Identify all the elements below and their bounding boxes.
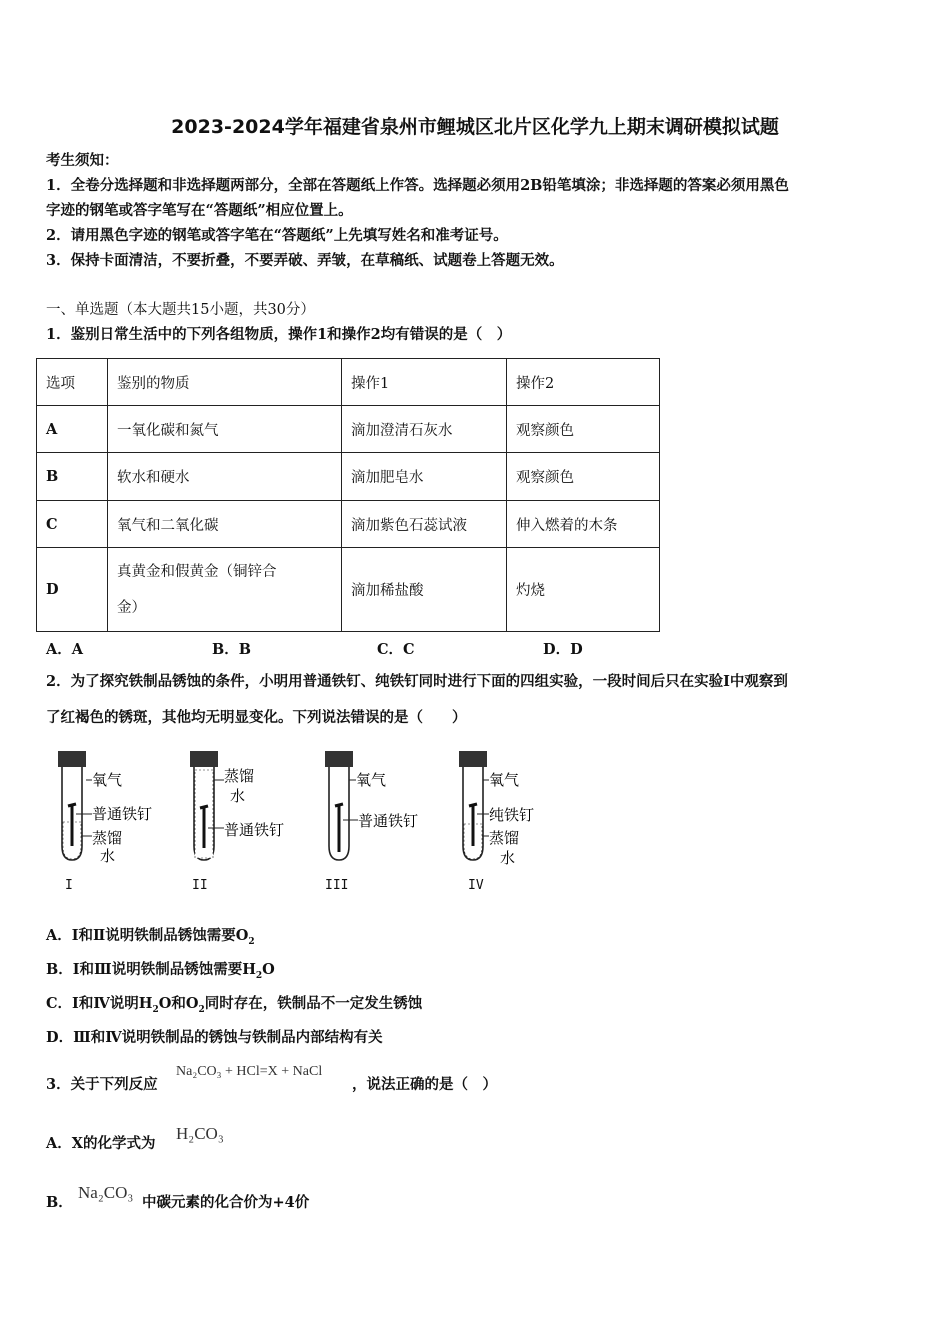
tube-label-4: IV: [468, 878, 484, 893]
q3-stem-prefix: 3．关于下列反应: [46, 1076, 158, 1093]
row-substance: [108, 548, 342, 632]
stopper: [190, 751, 218, 767]
q2-stem-line-1: 2．为了探究铁制品锈蚀的条件，小明用普通铁钉、纯铁钉同时进行下面的四组实验，一段时间后只在实验Ⅰ中观察到: [46, 673, 788, 690]
stopper: [58, 751, 86, 767]
q2-option-d[interactable]: D．Ⅲ和Ⅳ说明铁制品的锈蚀与铁制品内部结构有关: [46, 1029, 383, 1046]
q3-option-b-text: 中碳元素的化合价为+4价: [142, 1194, 310, 1211]
row-substance-line-1: 真黄金和假黄金（铜锌合: [117, 563, 277, 580]
nail-head: [335, 804, 343, 806]
test-tube-3: [325, 751, 418, 860]
q3-option-a-formula: H₂CO₃: [176, 1124, 224, 1143]
header-cell-option: 选项: [37, 359, 108, 406]
q1-choice-d[interactable]: D．D: [543, 641, 583, 658]
label-distilled: 蒸馏: [92, 829, 123, 847]
q2-stem-line-2: 了红褐色的锈斑，其他均无明显变化。下列说法错误的是（ ）: [46, 709, 467, 726]
q3-option-b-label[interactable]: B．: [46, 1194, 73, 1211]
row-op1: 滴加澄清石灰水: [342, 406, 507, 453]
header-cell-op1: 操作1: [342, 359, 507, 406]
row-substance: 软水和硬水: [108, 453, 342, 501]
row-substance: 一氧化碳和氮气: [108, 406, 342, 453]
label-pure-nail: 纯铁钉: [489, 806, 535, 824]
row-op1: 滴加紫色石蕊试液: [342, 501, 507, 548]
tube-label-3: III: [325, 878, 349, 893]
table-row: [37, 406, 660, 453]
nail-head: [68, 804, 76, 806]
label-ordinary-nail: 普通铁钉: [358, 812, 419, 830]
row-option: D: [37, 548, 108, 632]
q2-experiment-figure: [40, 748, 560, 898]
notice-item-1-line-1: 1．全卷分选择题和非选择题两部分，全部在答题纸上作答。选择题必须用2B铅笔填涂；非选择题的答案必须用黑色: [46, 177, 789, 194]
row-op1: 滴加稀盐酸: [342, 548, 507, 632]
row-option: C: [37, 501, 108, 548]
tube-label-1: I: [65, 878, 73, 893]
label-water: 水: [230, 787, 246, 805]
test-tube-2: [190, 751, 284, 860]
tube-label-2: II: [192, 878, 208, 893]
q1-table: [36, 358, 660, 632]
row-op1: 滴加肥皂水: [342, 453, 507, 501]
notice-item-1-line-2: 字迹的钢笔或答字笔写在“答题纸”相应位置上。: [46, 202, 353, 219]
q3-option-a[interactable]: A．X的化学式为: [46, 1135, 156, 1152]
q1-choice-b[interactable]: B．B: [212, 641, 252, 658]
label-ordinary-nail: 普通铁钉: [224, 821, 285, 839]
stopper: [325, 751, 353, 767]
label-distilled: 蒸馏: [489, 829, 520, 847]
nail-head: [200, 806, 208, 808]
label-oxygen: 氧气: [356, 771, 387, 789]
notice-item-3: 3．保持卡面清洁，不要折叠，不要弄破、弄皱，在草稿纸、试题卷上答题无效。: [46, 252, 564, 269]
table-row: [37, 453, 660, 501]
header-cell-op2: 操作2: [507, 359, 660, 406]
test-tube-4: [459, 751, 534, 867]
row-option: A: [37, 406, 108, 453]
page-title: 2023-2024学年福建省泉州市鲤城区北片区化学九上期末调研模拟试题: [171, 116, 779, 138]
row-substance: 氧气和二氧化碳: [108, 501, 342, 548]
label-ordinary-nail: 普通铁钉: [92, 805, 153, 823]
label-oxygen: 氧气: [489, 771, 520, 789]
label-water: 水: [100, 847, 116, 865]
nail-head: [469, 804, 477, 806]
label-water: 水: [500, 849, 516, 867]
q3-stem-suffix: ，说法正确的是（ ）: [352, 1076, 497, 1093]
table-header-row: [37, 359, 660, 406]
q3-equation: Na₂CO₃ + HCl=X + NaCl: [176, 1064, 323, 1079]
q1-choice-a[interactable]: A．A: [46, 641, 84, 658]
row-op2: 伸入燃着的木条: [507, 501, 660, 548]
q2-option-b[interactable]: B．Ⅰ和Ⅲ说明铁制品锈蚀需要$H_2O$: [46, 961, 275, 981]
table-row: [37, 501, 660, 548]
section-heading: 一、单选题（本大题共15小题，共30分）: [46, 302, 315, 318]
q2-option-a[interactable]: A．Ⅰ和Ⅱ说明铁制品锈蚀需要$O_2$: [46, 927, 255, 947]
row-op2: 观察颜色: [507, 406, 660, 453]
notice-item-2: 2．请用黑色字迹的钢笔或答字笔在“答题纸”上先填写姓名和准考证号。: [46, 227, 508, 244]
notice-heading: 考生须知：: [46, 152, 119, 169]
row-op2: 灼烧: [507, 548, 660, 632]
header-cell-substance: 鉴别的物质: [108, 359, 342, 406]
row-substance-line-2: 金）: [117, 599, 146, 616]
stopper: [459, 751, 487, 767]
q1-stem: 1．鉴别日常生活中的下列各组物质，操作1和操作2均有错误的是（ ）: [46, 326, 512, 343]
label-distilled: 蒸馏: [224, 767, 255, 785]
q1-choice-c[interactable]: C．C: [377, 641, 415, 658]
test-tube-1: [58, 751, 152, 865]
table-row: [37, 548, 660, 632]
q2-option-c[interactable]: C．Ⅰ和Ⅳ说明$H_2O$和$O_2$同时存在，铁制品不一定发生锈蚀: [46, 995, 423, 1015]
row-option: B: [37, 453, 108, 501]
q3-option-b-formula: Na₂CO₃: [78, 1183, 134, 1202]
row-op2: 观察颜色: [507, 453, 660, 501]
label-oxygen: 氧气: [92, 771, 123, 789]
